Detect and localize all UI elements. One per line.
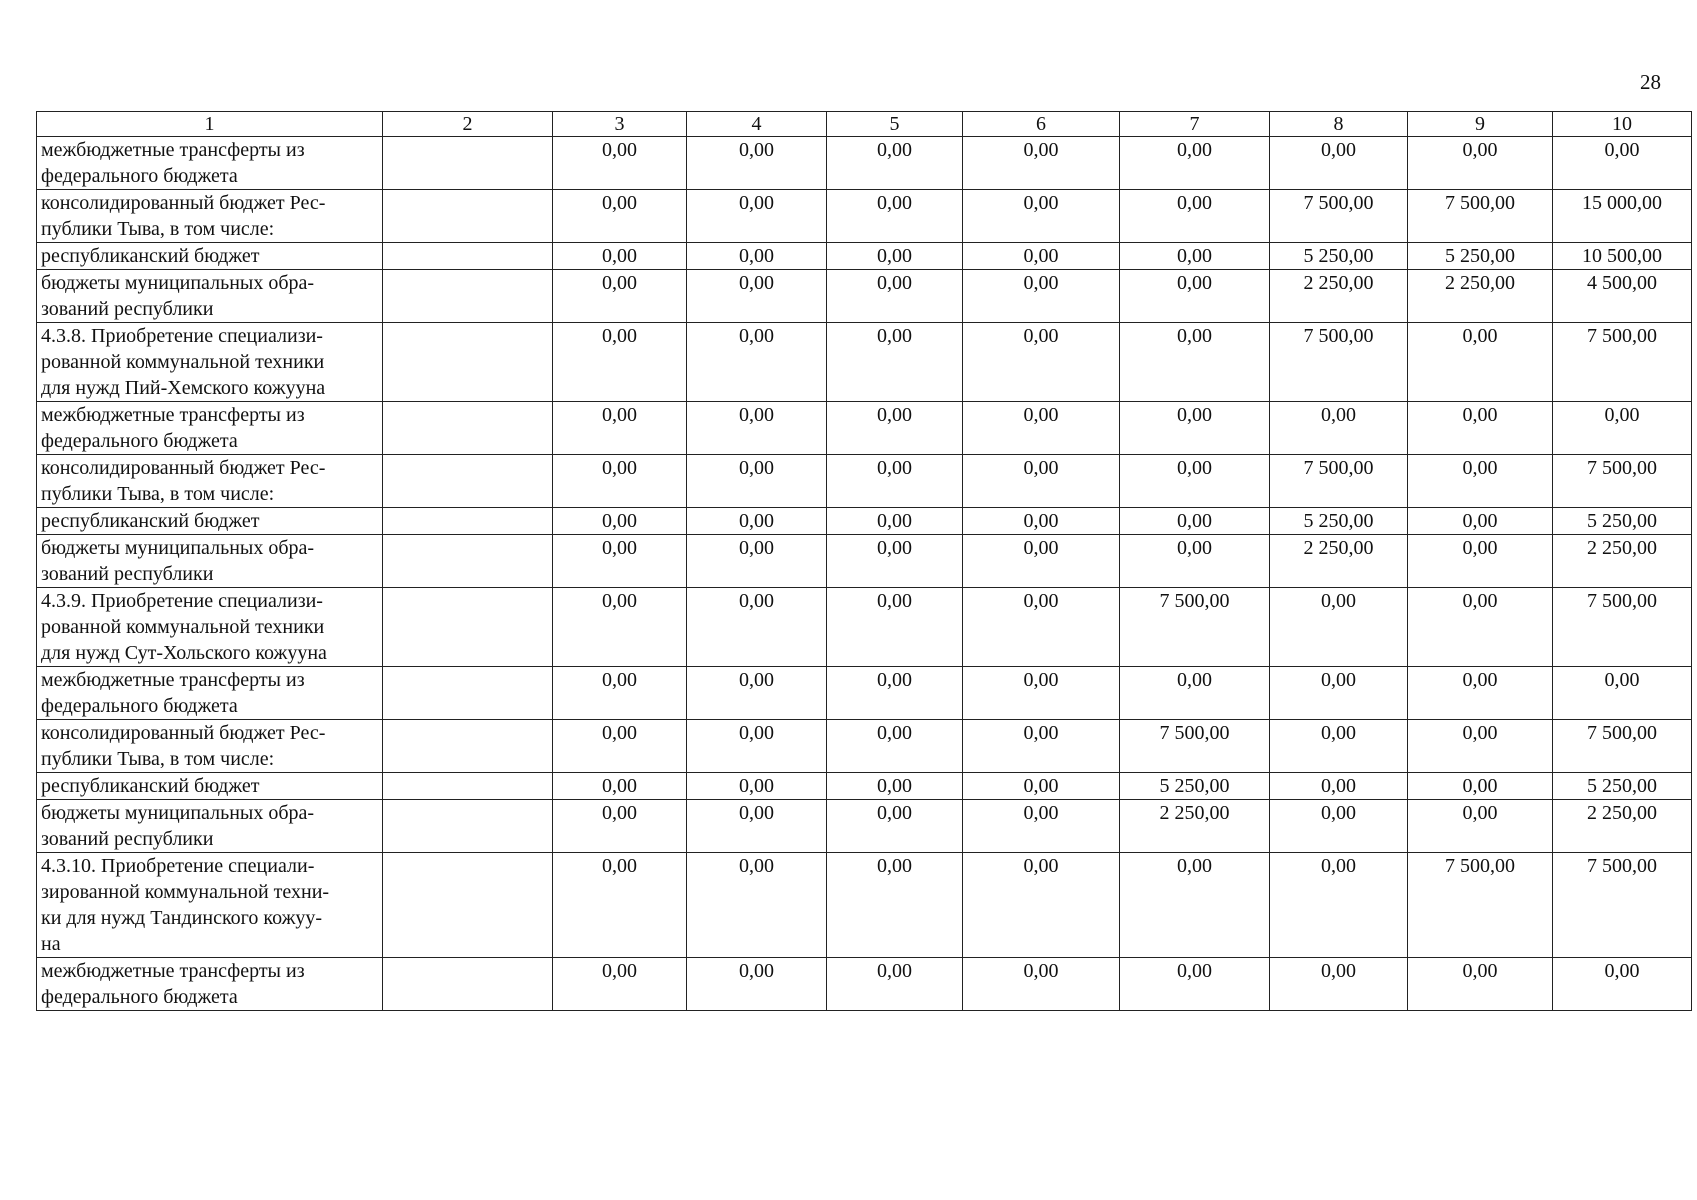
row-label-line: для нужд Сут-Хольского кожууна (41, 642, 327, 664)
cell-col-3: 0,00 (553, 588, 687, 667)
cell-col-9: 0,00 (1408, 667, 1553, 720)
table-row (37, 535, 1692, 588)
row-label-line: 4.3.9. Приобретение специализи- (41, 590, 323, 612)
cell-col-10: 0,00 (1553, 667, 1692, 720)
row-label-line: зований республики (41, 828, 214, 850)
cell-col-3: 0,00 (553, 773, 687, 800)
table-row (37, 773, 1692, 800)
cell-col-10: 2 250,00 (1553, 535, 1692, 588)
cell-col-9: 0,00 (1408, 800, 1553, 853)
row-label-line: консолидированный бюджет Рес- (41, 192, 326, 214)
cell-col-9: 0,00 (1408, 588, 1553, 667)
cell-col-8: 7 500,00 (1270, 455, 1408, 508)
cell-col-2 (383, 323, 553, 402)
row-label-line: республиканский бюджет (41, 245, 260, 267)
table-row (37, 800, 1692, 853)
cell-col-5: 0,00 (827, 773, 963, 800)
cell-col-8: 0,00 (1270, 800, 1408, 853)
column-header-9: 9 (1408, 112, 1553, 137)
table-row (37, 508, 1692, 535)
table-row (37, 588, 1692, 667)
cell-col-5: 0,00 (827, 800, 963, 853)
cell-col-6: 0,00 (963, 402, 1120, 455)
cell-col-7: 0,00 (1120, 535, 1270, 588)
cell-col-3: 0,00 (553, 455, 687, 508)
cell-col-10: 0,00 (1553, 402, 1692, 455)
row-label-line: ки для нужд Тандинского кожуу- (41, 907, 323, 929)
cell-col-2 (383, 720, 553, 773)
cell-col-3: 0,00 (553, 667, 687, 720)
cell-col-7: 0,00 (1120, 455, 1270, 508)
cell-col-4: 0,00 (687, 455, 827, 508)
cell-col-8: 0,00 (1270, 137, 1408, 190)
cell-col-8: 0,00 (1270, 588, 1408, 667)
table-row (37, 190, 1692, 243)
cell-col-5: 0,00 (827, 190, 963, 243)
row-label-line: республиканский бюджет (41, 775, 260, 797)
row-label-line: зированной коммунальной техни- (41, 881, 330, 903)
cell-col-10: 0,00 (1553, 137, 1692, 190)
cell-col-2 (383, 853, 553, 958)
cell-col-4: 0,00 (687, 323, 827, 402)
cell-col-3: 0,00 (553, 853, 687, 958)
cell-col-9: 0,00 (1408, 773, 1553, 800)
cell-col-2 (383, 402, 553, 455)
cell-col-9: 0,00 (1408, 958, 1553, 1011)
cell-col-7: 0,00 (1120, 243, 1270, 270)
row-label-line: рованной коммунальной техники (41, 351, 325, 373)
cell-col-3: 0,00 (553, 402, 687, 455)
cell-col-3: 0,00 (553, 270, 687, 323)
column-header-10: 10 (1553, 112, 1692, 137)
cell-col-6: 0,00 (963, 853, 1120, 958)
cell-col-6: 0,00 (963, 535, 1120, 588)
cell-col-8: 5 250,00 (1270, 508, 1408, 535)
row-label (37, 773, 383, 800)
cell-col-4: 0,00 (687, 588, 827, 667)
cell-col-8: 0,00 (1270, 667, 1408, 720)
cell-col-7: 7 500,00 (1120, 720, 1270, 773)
row-label (37, 535, 383, 588)
cell-col-3: 0,00 (553, 958, 687, 1011)
row-label-line: 4.3.10. Приобретение специали- (41, 855, 315, 877)
cell-col-5: 0,00 (827, 588, 963, 667)
cell-col-4: 0,00 (687, 402, 827, 455)
row-label-line: зований республики (41, 563, 214, 585)
cell-col-7: 0,00 (1120, 402, 1270, 455)
budget-table (36, 111, 1692, 1011)
cell-col-2 (383, 958, 553, 1011)
cell-col-5: 0,00 (827, 243, 963, 270)
cell-col-3: 0,00 (553, 720, 687, 773)
row-label-line: федерального бюджета (41, 986, 238, 1008)
cell-col-4: 0,00 (687, 243, 827, 270)
cell-col-5: 0,00 (827, 720, 963, 773)
cell-col-2 (383, 800, 553, 853)
column-header-1: 1 (37, 112, 383, 137)
cell-col-8: 5 250,00 (1270, 243, 1408, 270)
cell-col-7: 5 250,00 (1120, 773, 1270, 800)
row-label (37, 455, 383, 508)
row-label-line: консолидированный бюджет Рес- (41, 457, 326, 479)
cell-col-6: 0,00 (963, 270, 1120, 323)
cell-col-2 (383, 667, 553, 720)
table-row (37, 270, 1692, 323)
cell-col-2 (383, 773, 553, 800)
cell-col-2 (383, 455, 553, 508)
row-label-line: публики Тыва, в том числе: (41, 748, 275, 770)
column-header-5: 5 (827, 112, 963, 137)
row-label (37, 270, 383, 323)
cell-col-5: 0,00 (827, 667, 963, 720)
column-header-2: 2 (383, 112, 553, 137)
cell-col-4: 0,00 (687, 137, 827, 190)
cell-col-7: 0,00 (1120, 270, 1270, 323)
table-row (37, 720, 1692, 773)
row-label-line: межбюджетные трансферты из (41, 139, 305, 161)
cell-col-8: 0,00 (1270, 853, 1408, 958)
cell-col-4: 0,00 (687, 190, 827, 243)
cell-col-8: 2 250,00 (1270, 535, 1408, 588)
cell-col-4: 0,00 (687, 773, 827, 800)
row-label-line: рованной коммунальной техники (41, 616, 325, 638)
table-row (37, 243, 1692, 270)
cell-col-8: 7 500,00 (1270, 190, 1408, 243)
cell-col-3: 0,00 (553, 190, 687, 243)
row-label (37, 853, 383, 958)
table-row (37, 667, 1692, 720)
table-row (37, 958, 1692, 1011)
row-label-line: консолидированный бюджет Рес- (41, 722, 326, 744)
row-label (37, 402, 383, 455)
cell-col-9: 0,00 (1408, 137, 1553, 190)
cell-col-6: 0,00 (963, 455, 1120, 508)
cell-col-7: 0,00 (1120, 508, 1270, 535)
page-number: 28 (1640, 70, 1661, 94)
cell-col-10: 7 500,00 (1553, 720, 1692, 773)
cell-col-6: 0,00 (963, 773, 1120, 800)
table-row (37, 402, 1692, 455)
cell-col-4: 0,00 (687, 958, 827, 1011)
cell-col-10: 15 000,00 (1553, 190, 1692, 243)
cell-col-7: 7 500,00 (1120, 588, 1270, 667)
column-header-4: 4 (687, 112, 827, 137)
cell-col-6: 0,00 (963, 720, 1120, 773)
row-label-line: межбюджетные трансферты из (41, 404, 305, 426)
cell-col-10: 2 250,00 (1553, 800, 1692, 853)
row-label (37, 667, 383, 720)
cell-col-4: 0,00 (687, 853, 827, 958)
row-label-line: республиканский бюджет (41, 510, 260, 532)
cell-col-9: 0,00 (1408, 402, 1553, 455)
cell-col-6: 0,00 (963, 243, 1120, 270)
cell-col-8: 0,00 (1270, 773, 1408, 800)
cell-col-2 (383, 190, 553, 243)
row-label-line: публики Тыва, в том числе: (41, 218, 275, 240)
cell-col-5: 0,00 (827, 853, 963, 958)
row-label-line: 4.3.8. Приобретение специализи- (41, 325, 323, 347)
row-label-line: зований республики (41, 298, 214, 320)
cell-col-7: 0,00 (1120, 853, 1270, 958)
cell-col-10: 0,00 (1553, 958, 1692, 1011)
cell-col-6: 0,00 (963, 508, 1120, 535)
cell-col-3: 0,00 (553, 800, 687, 853)
cell-col-10: 7 500,00 (1553, 588, 1692, 667)
cell-col-10: 7 500,00 (1553, 853, 1692, 958)
table-row (37, 853, 1692, 958)
cell-col-8: 2 250,00 (1270, 270, 1408, 323)
row-label-line: бюджеты муниципальных обра- (41, 802, 315, 824)
cell-col-9: 7 500,00 (1408, 190, 1553, 243)
cell-col-7: 0,00 (1120, 190, 1270, 243)
row-label (37, 588, 383, 667)
cell-col-9: 5 250,00 (1408, 243, 1553, 270)
cell-col-8: 0,00 (1270, 958, 1408, 1011)
cell-col-9: 0,00 (1408, 455, 1553, 508)
row-label-line: на (41, 933, 61, 955)
cell-col-5: 0,00 (827, 958, 963, 1011)
cell-col-7: 2 250,00 (1120, 800, 1270, 853)
cell-col-6: 0,00 (963, 958, 1120, 1011)
cell-col-7: 0,00 (1120, 667, 1270, 720)
cell-col-6: 0,00 (963, 323, 1120, 402)
table-header-row (37, 112, 1692, 137)
cell-col-5: 0,00 (827, 535, 963, 588)
cell-col-3: 0,00 (553, 137, 687, 190)
column-header-7: 7 (1120, 112, 1270, 137)
cell-col-6: 0,00 (963, 667, 1120, 720)
cell-col-8: 0,00 (1270, 402, 1408, 455)
row-label-line: федерального бюджета (41, 165, 238, 187)
cell-col-10: 7 500,00 (1553, 455, 1692, 508)
cell-col-4: 0,00 (687, 535, 827, 588)
row-label (37, 243, 383, 270)
row-label-line: межбюджетные трансферты из (41, 669, 305, 691)
cell-col-7: 0,00 (1120, 958, 1270, 1011)
cell-col-5: 0,00 (827, 508, 963, 535)
cell-col-10: 7 500,00 (1553, 323, 1692, 402)
cell-col-2 (383, 535, 553, 588)
cell-col-3: 0,00 (553, 535, 687, 588)
row-label-line: публики Тыва, в том числе: (41, 483, 275, 505)
column-header-6: 6 (963, 112, 1120, 137)
cell-col-6: 0,00 (963, 190, 1120, 243)
cell-col-3: 0,00 (553, 323, 687, 402)
cell-col-8: 0,00 (1270, 720, 1408, 773)
cell-col-2 (383, 270, 553, 323)
cell-col-2 (383, 137, 553, 190)
table-row (37, 323, 1692, 402)
cell-col-5: 0,00 (827, 270, 963, 323)
cell-col-2 (383, 243, 553, 270)
cell-col-2 (383, 508, 553, 535)
column-header-3: 3 (553, 112, 687, 137)
cell-col-4: 0,00 (687, 508, 827, 535)
cell-col-10: 5 250,00 (1553, 773, 1692, 800)
cell-col-9: 0,00 (1408, 323, 1553, 402)
row-label-line: федерального бюджета (41, 695, 238, 717)
row-label (37, 958, 383, 1011)
row-label-line: для нужд Пий-Хемского кожууна (41, 377, 326, 399)
cell-col-4: 0,00 (687, 800, 827, 853)
row-label (37, 137, 383, 190)
cell-col-3: 0,00 (553, 243, 687, 270)
cell-col-8: 7 500,00 (1270, 323, 1408, 402)
row-label-line: бюджеты муниципальных обра- (41, 537, 315, 559)
row-label-line: бюджеты муниципальных обра- (41, 272, 315, 294)
cell-col-6: 0,00 (963, 137, 1120, 190)
cell-col-9: 7 500,00 (1408, 853, 1553, 958)
cell-col-9: 0,00 (1408, 720, 1553, 773)
cell-col-10: 10 500,00 (1553, 243, 1692, 270)
cell-col-9: 0,00 (1408, 535, 1553, 588)
row-label (37, 190, 383, 243)
cell-col-10: 4 500,00 (1553, 270, 1692, 323)
column-header-8: 8 (1270, 112, 1408, 137)
cell-col-5: 0,00 (827, 455, 963, 508)
cell-col-6: 0,00 (963, 588, 1120, 667)
cell-col-6: 0,00 (963, 800, 1120, 853)
cell-col-4: 0,00 (687, 667, 827, 720)
cell-col-10: 5 250,00 (1553, 508, 1692, 535)
cell-col-5: 0,00 (827, 402, 963, 455)
row-label (37, 323, 383, 402)
cell-col-2 (383, 588, 553, 667)
cell-col-5: 0,00 (827, 323, 963, 402)
cell-col-9: 2 250,00 (1408, 270, 1553, 323)
row-label (37, 720, 383, 773)
table-row (37, 455, 1692, 508)
cell-col-4: 0,00 (687, 720, 827, 773)
row-label-line: межбюджетные трансферты из (41, 960, 305, 982)
row-label-line: федерального бюджета (41, 430, 238, 452)
table-body (37, 137, 1692, 1011)
table-row (37, 137, 1692, 190)
cell-col-7: 0,00 (1120, 137, 1270, 190)
cell-col-4: 0,00 (687, 270, 827, 323)
cell-col-7: 0,00 (1120, 323, 1270, 402)
row-label (37, 800, 383, 853)
row-label (37, 508, 383, 535)
cell-col-3: 0,00 (553, 508, 687, 535)
cell-col-9: 0,00 (1408, 508, 1553, 535)
cell-col-5: 0,00 (827, 137, 963, 190)
